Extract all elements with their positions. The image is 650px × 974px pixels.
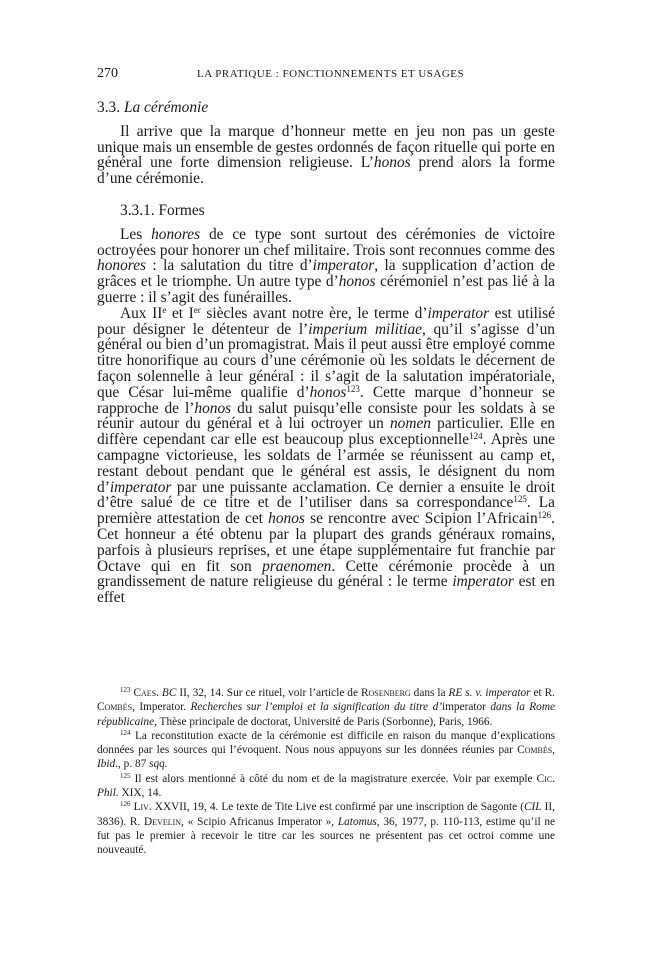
running-title: LA PRATIQUE : FONCTIONNEMENTS ET USAGES	[197, 68, 465, 80]
page-number: 270	[97, 66, 118, 81]
footnote-124: $^{124}$ La reconstitution exacte de la cérémonie est difficile en raison du manque d’explications données par les sources qui l’évoquent. Nous nous appuyons sur les données réunies par Combès, Ibid., p. 87 sqq.	[97, 728, 555, 771]
section-number: 3.3.	[97, 99, 121, 116]
footnote-125: $^{125}$ Il est alors mentionné à côté du nom et de la magistrature exercée. Voir par exemple Cic. Phil. XIX, 14.	[97, 771, 556, 800]
subsection-title: Formes	[158, 201, 205, 219]
footnotes	[97, 686, 555, 858]
footnote-123: $^{123}$ Caes. BC II, 32, 14. Sur ce rituel, voir l’article de Rosenberg dans la RE s. v. imperator et R. Combès, Imperator. Recherches sur l’emploi et la signification du titre d’imperator dans la Rome républicaine, Thèse principale de doctorat, Université de Paris (Sorbonne), Paris, 1966.	[97, 686, 555, 728]
footnote-126: $^{126}$ Liv. XXVII, 19, 4. Le texte de Tite Live est confirmé par une inscription de Sagonte (CIL II, 3836). R. Develin, « Scipio Africanus Imperator », Latomus, 36, 1977, p. 110-113, estime qu’il ne fut pas le premier à recevoir le titre car les sources ne présentent pas cet octroi comme une nouveauté.	[97, 800, 556, 857]
footnote-ref-126[interactable]: 126	[537, 510, 552, 521]
footnote-ref-124[interactable]: 124	[469, 431, 483, 442]
section-heading	[97, 100, 555, 116]
footnote-ref-123[interactable]: 123	[346, 383, 360, 394]
main-text	[97, 100, 555, 606]
paragraph-intro: Il arrive que la marque d’honneur mette en jeu non pas un geste unique mais un ensemble de gestes ordonnés de façon rituelle qui porte en général une forte dimension religieuse. L’honos prend alors la forme d’une cérémonie.	[97, 122, 555, 188]
footnote-ref-125[interactable]: 125	[513, 494, 527, 505]
paragraph-honores: Les honores de ce type sont surtout des cérémonies de victoire octroyées pour honorer un chef militaire. Trois sont reconnues comme des honores : la salutation du titre d’imperator, la supplication d’action de grâces et le triomphe. Un autre type d’honos cérémoniel n’est pas lié à la guerre : il s’agit des funérailles.	[97, 225, 555, 306]
page-header	[97, 66, 555, 86]
paragraph-imperator: Aux IIe et Ier siècles avant notre ère, le terme d’imperator est utilisé pour désigner le détenteur de l’imperium militiae, qu’il s’agisse d’un général ou bien d’un promagistrat. Mais il peut aussi être employé comme titre honorifique au cours d’une cérémonie où les soldats le décernent de façon solennelle à leur général : il s’agit de la salutation impératoriale, que César lui-même qualifie d’honos$^{123}$. Cette marque d’honneur se rapproche de l’honos du salut puisqu’elle consiste pour les soldats à se réunir autour du général et à lui octroyer un nomen particulier. Elle en diffère cependant car elle est beaucoup plus exceptionnelle$^{124}$. Après une campagne victorieuse, les soldats de l’armée se réunissent au camp et, restant debout pendant que le général est assis, le désignent du nom d’imperator par une puissante acclamation. Ce dernier a ensuite le droit d’être salué de ce titre et de l’utiliser dans sa correspondance$^{125}$. La première attestation de cet honos se rencontre avec Scipion l’Africain$^{126}$. Cet honneur a été obtenu par la plupart des grands généraux romains, parfois à plusieurs reprises, et une étape supplémentaire fut franchie par Octave qui en fit son praenomen. Cette cérémonie procède à un grandissement de nature religieuse du général : le terme imperator est en effet	[97, 304, 556, 607]
section-title: La cérémonie	[123, 99, 209, 116]
subsection-number: 3.3.1.	[120, 201, 155, 219]
subsection-heading	[120, 203, 555, 219]
